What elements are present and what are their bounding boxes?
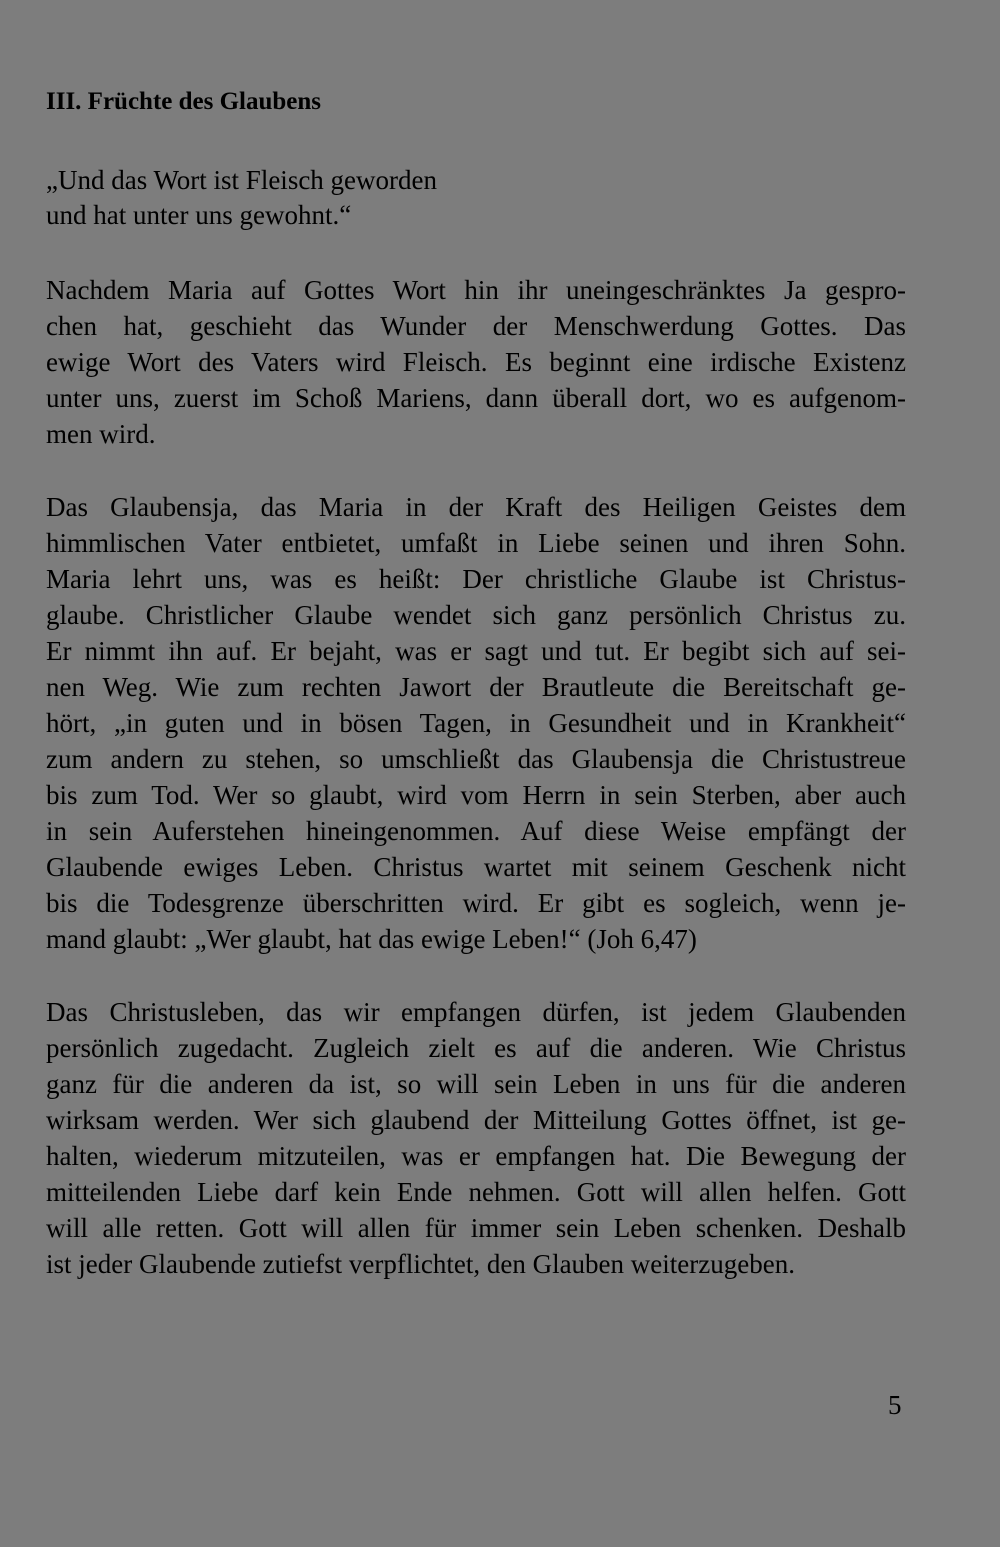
paragraph-line: in sein Auferstehen hineingenommen. Auf diese Weise empfängt der <box>46 816 906 846</box>
paragraph-line: bis zum Tod. Wer so glaubt, wird vom Herrn in sein Sterben, aber auch <box>46 780 906 810</box>
paragraph-line: unter uns, zuerst im Schoß Mariens, dann überall dort, wo es aufgenom- <box>46 383 906 413</box>
section-heading: III. Früchte des Glaubens <box>46 88 322 115</box>
paragraph-line: men wird. <box>46 419 156 449</box>
paragraph-line: zum andern zu stehen, so umschließt das Glaubensja die Christustreue <box>46 744 906 774</box>
paragraph <box>46 994 906 1282</box>
motto-line: und hat unter uns gewohnt.“ <box>46 200 352 230</box>
paragraph-line: himmlischen Vater entbietet, umfaßt in Liebe seinen und ihren Sohn. <box>46 528 906 558</box>
paragraph-line: halten, wiederum mitzuteilen, was er empfangen hat. Die Bewegung der <box>46 1141 906 1171</box>
paragraph-line: ganz für die anderen da ist, so will sein Leben in uns für die anderen <box>46 1069 906 1099</box>
paragraph-line: Maria lehrt uns, was es heißt: Der christliche Glaube ist Christus- <box>46 564 906 594</box>
page-number: 5 <box>888 1390 902 1420</box>
paragraph-line: ewige Wort des Vaters wird Fleisch. Es beginnt eine irdische Existenz <box>46 347 906 377</box>
paragraph-line: mand glaubt: „Wer glaubt, hat das ewige Leben!“ (Joh 6,47) <box>46 924 697 954</box>
paragraph-line: wirksam werden. Wer sich glaubend der Mitteilung Gottes öffnet, ist ge- <box>46 1105 906 1135</box>
motto-quote <box>46 163 606 233</box>
paragraph-line: nen Weg. Wie zum rechten Jawort der Brautleute die Bereitschaft ge- <box>46 672 906 702</box>
paragraph-line: Er nimmt ihn auf. Er bejaht, was er sagt und tut. Er begibt sich auf sei- <box>46 636 906 666</box>
paragraph-line: chen hat, geschieht das Wunder der Menschwerdung Gottes. Das <box>46 311 906 341</box>
paragraph-line: ist jeder Glaubende zutiefst verpflichtet, den Glauben weiterzugeben. <box>46 1249 795 1279</box>
paragraph-line: hört, „in guten und in bösen Tagen, in Gesundheit und in Krankheit“ <box>46 708 906 738</box>
paragraph <box>46 272 906 452</box>
paragraph-line: bis die Todesgrenze überschritten wird. Er gibt es sogleich, wenn je- <box>46 888 906 918</box>
paragraph-line: Das Glaubensja, das Maria in der Kraft des Heiligen Geistes dem <box>46 492 906 522</box>
paragraph-line: Das Christusleben, das wir empfangen dürfen, ist jedem Glaubenden <box>46 997 906 1027</box>
paragraph <box>46 489 906 957</box>
paragraph-line: persönlich zugedacht. Zugleich zielt es auf die anderen. Wie Christus <box>46 1033 906 1063</box>
motto-line: „Und das Wort ist Fleisch geworden <box>46 165 438 195</box>
paragraph-line: will alle retten. Gott will allen für immer sein Leben schenken. Deshalb <box>46 1213 906 1243</box>
paragraph-line: mitteilenden Liebe darf kein Ende nehmen. Gott will allen helfen. Gott <box>46 1177 906 1207</box>
paragraph-line: Nachdem Maria auf Gottes Wort hin ihr uneingeschränktes Ja gespro- <box>46 275 906 305</box>
paragraph-line: Glaubende ewiges Leben. Christus wartet mit seinem Geschenk nicht <box>46 852 906 882</box>
paragraph-line: glaube. Christlicher Glaube wendet sich ganz persönlich Christus zu. <box>46 600 906 630</box>
